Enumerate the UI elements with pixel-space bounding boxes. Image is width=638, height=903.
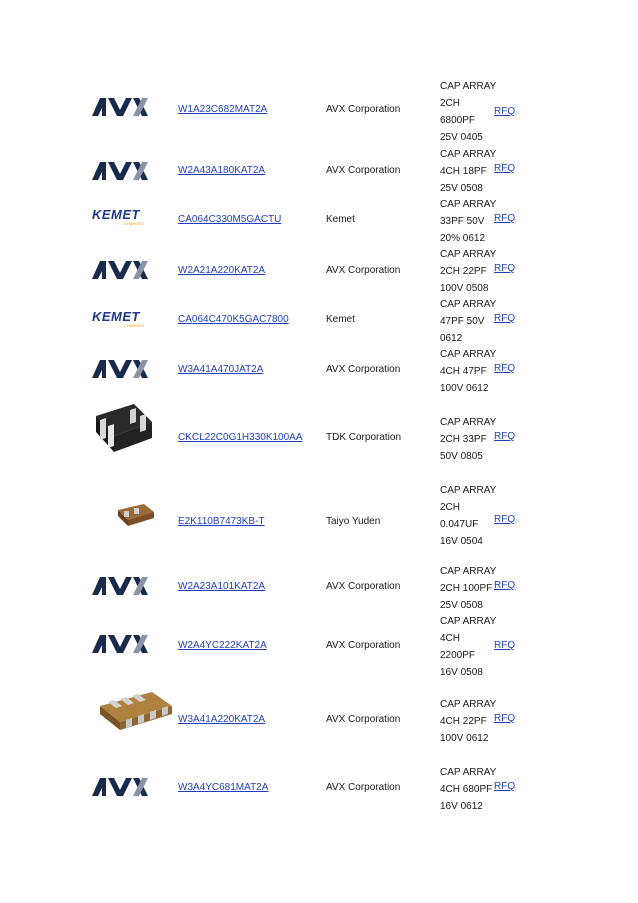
description: CAP ARRAY 4CH 680PF 16V 0612 <box>440 767 497 812</box>
avx-logo <box>92 98 148 116</box>
part-number-link[interactable]: W3A4YC681MAT2A <box>178 782 269 793</box>
manufacturer: Kemet <box>326 214 355 225</box>
rfq-link[interactable]: RFQ <box>494 313 516 324</box>
rfq-link[interactable]: RFQ <box>494 106 516 117</box>
manufacturer: AVX Corporation <box>326 104 401 115</box>
avx-array-image <box>96 688 176 734</box>
description: CAP ARRAY 4CH 22PF 100V 0612 <box>440 699 497 744</box>
avx-logo <box>92 360 148 378</box>
taiyo-chip-image <box>116 502 156 528</box>
manufacturer: Taiyo Yuden <box>326 516 381 527</box>
avx-logo <box>92 577 148 595</box>
description: CAP ARRAY 47PF 50V 0612 <box>440 299 497 344</box>
part-number-link[interactable]: CKCL22C0G1H330K100AA <box>178 432 303 443</box>
manufacturer: AVX Corporation <box>326 364 401 375</box>
rfq-link[interactable]: RFQ <box>494 514 516 525</box>
description: CAP ARRAY 4CH 47PF 100V 0612 <box>440 349 497 394</box>
part-number-link[interactable]: W1A23C682MAT2A <box>178 104 268 115</box>
avx-logo <box>92 635 148 653</box>
description: CAP ARRAY 4CH 18PF 25V 0508 <box>440 149 497 194</box>
kemet-logo: KEMET CHARGED <box>92 207 144 226</box>
part-number-link[interactable]: W2A43A180KAT2A <box>178 165 266 176</box>
part-number-link[interactable]: W2A4YC222KAT2A <box>178 640 267 651</box>
part-number-link[interactable]: CA064C470K5GAC7800 <box>178 314 289 325</box>
description: CAP ARRAY 2CH 0.047UF 16V 0504 <box>440 485 497 547</box>
rfq-link[interactable]: RFQ <box>494 163 516 174</box>
manufacturer: AVX Corporation <box>326 165 401 176</box>
description: CAP ARRAY 2CH 22PF 100V 0508 <box>440 249 497 294</box>
tdk-chip-image <box>90 402 156 454</box>
avx-logo <box>92 162 148 180</box>
manufacturer: TDK Corporation <box>326 432 402 443</box>
manufacturer: Kemet <box>326 314 355 325</box>
manufacturer: AVX Corporation <box>326 640 401 651</box>
manufacturer: AVX Corporation <box>326 714 401 725</box>
rfq-link[interactable]: RFQ <box>494 263 516 274</box>
part-number-link[interactable]: W2A23A101KAT2A <box>178 581 266 592</box>
part-number-link[interactable]: CA064C330M5GACTU <box>178 214 282 225</box>
rfq-link[interactable]: RFQ <box>494 580 516 591</box>
rfq-link[interactable]: RFQ <box>494 213 516 224</box>
avx-logo <box>92 261 148 279</box>
rfq-link[interactable]: RFQ <box>494 363 516 374</box>
manufacturer: AVX Corporation <box>326 265 401 276</box>
part-number-link[interactable]: E2K110B7473KB-T <box>178 516 265 527</box>
avx-logo <box>92 778 148 796</box>
part-number-link[interactable]: W3A41A470JAT2A <box>178 364 264 375</box>
rfq-link[interactable]: RFQ <box>494 781 516 792</box>
kemet-logo: KEMET CHARGED <box>92 309 144 328</box>
part-number-link[interactable]: W3A41A220KAT2A <box>178 714 266 725</box>
description: CAP ARRAY 4CH 2200PF 16V 0508 <box>440 616 497 678</box>
description: CAP ARRAY 33PF 50V 20% 0612 <box>440 199 497 244</box>
rfq-link[interactable]: RFQ <box>494 713 516 724</box>
part-number-link[interactable]: W2A21A220KAT2A <box>178 265 266 276</box>
rfq-link[interactable]: RFQ <box>494 431 516 442</box>
manufacturer: AVX Corporation <box>326 581 401 592</box>
rfq-link[interactable]: RFQ <box>494 640 516 651</box>
manufacturer: AVX Corporation <box>326 782 401 793</box>
description: CAP ARRAY 2CH 33PF 50V 0805 <box>440 417 497 462</box>
description: CAP ARRAY 2CH 100PF 25V 0508 <box>440 566 497 611</box>
description: CAP ARRAY 2CH 6800PF 25V 0405 <box>440 81 497 143</box>
